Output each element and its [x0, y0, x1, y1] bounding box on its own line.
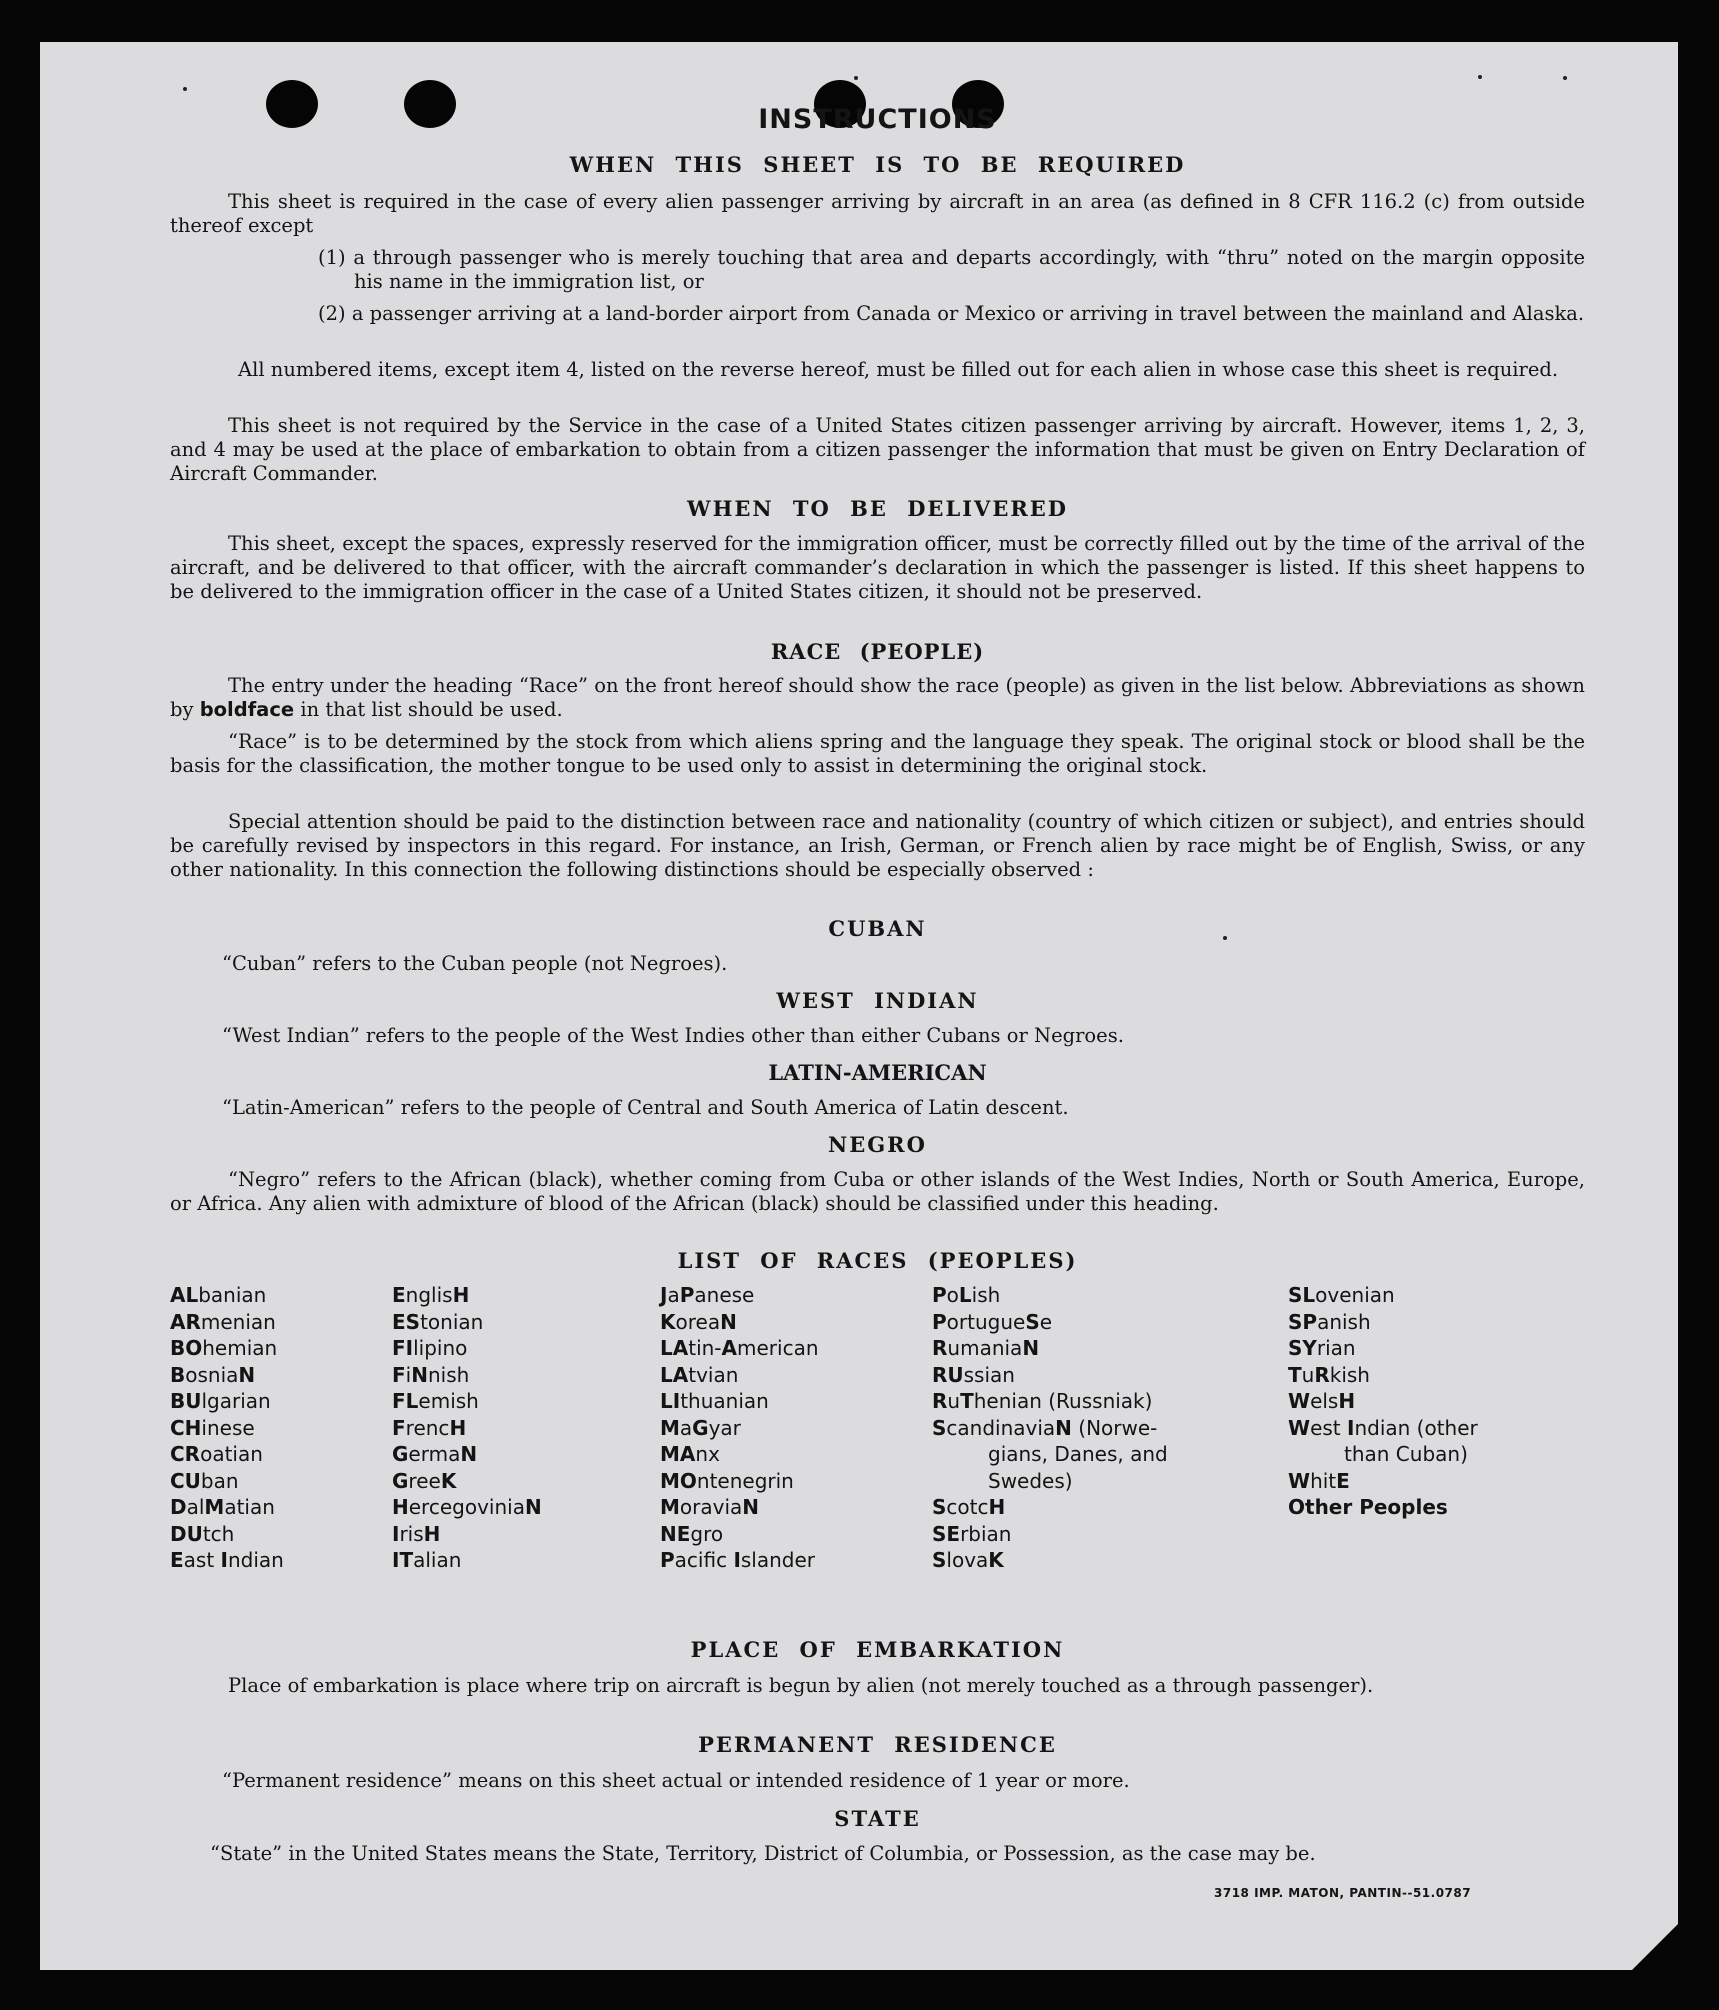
- race-text: H: [988, 1495, 1006, 1519]
- race-text: ree: [408, 1468, 441, 1493]
- race-column: [1288, 1282, 1478, 1521]
- race-text: Other Peoples: [1288, 1495, 1448, 1519]
- paragraph: “State” in the United States means the State, Territory, District of Columbia, or Possession, as the case may be.: [210, 1842, 1316, 1865]
- race-text: W: [1288, 1415, 1311, 1440]
- race-text: than Cuban): [1344, 1442, 1468, 1466]
- heading-state: STATE: [834, 1806, 921, 1831]
- race-item: [660, 1362, 819, 1389]
- race-text: E: [392, 1283, 406, 1307]
- race-text: emish: [418, 1389, 479, 1413]
- race-text: P: [660, 1548, 675, 1572]
- race-item: [932, 1468, 1168, 1495]
- race-text: N: [1022, 1336, 1040, 1360]
- race-item: [1288, 1388, 1478, 1415]
- race-item: [392, 1335, 542, 1362]
- race-item: [170, 1441, 284, 1468]
- race-text: candinavia: [946, 1415, 1056, 1440]
- race-text: NE: [660, 1521, 691, 1546]
- race-text: e: [1039, 1309, 1053, 1334]
- race-text: gians, Danes, and: [988, 1442, 1168, 1466]
- race-item: [170, 1388, 284, 1415]
- speck: [1563, 76, 1567, 80]
- race-item: [660, 1388, 819, 1415]
- race-text: SE: [932, 1521, 961, 1546]
- race-text: ntenegrin: [696, 1468, 794, 1493]
- race-text: ortugue: [946, 1309, 1026, 1334]
- paragraph: “Latin-American” refers to the people of Central and South America of Latin descent.: [222, 1096, 1069, 1119]
- paragraph: [170, 674, 1585, 722]
- race-text: tch: [202, 1521, 235, 1546]
- race-text: ssian: [963, 1362, 1015, 1387]
- race-text: R: [1314, 1362, 1330, 1387]
- race-item: [170, 1309, 284, 1336]
- race-text: hit: [1310, 1468, 1337, 1493]
- race-item: [660, 1335, 819, 1362]
- race-item: [392, 1494, 542, 1521]
- race-text: lgarian: [201, 1389, 271, 1413]
- race-text: erma: [408, 1442, 461, 1466]
- race-item: [932, 1415, 1168, 1442]
- boldface-word: boldface: [199, 698, 295, 721]
- paragraph: “Race” is to be determined by the stock from which aliens spring and the language they speak. The original stock or blood shall be the basis for the classification, the mother tongue to be used only to assist in determining the original stock.: [170, 730, 1585, 777]
- race-text: H: [452, 1283, 470, 1307]
- paragraph: This sheet is required in the case of every alien passenger arriving by aircraft in an area (as defined in 8 CFR 116.2 (c) from outside thereof except: [170, 190, 1585, 237]
- race-item: [170, 1468, 284, 1495]
- race-column: [392, 1282, 542, 1574]
- race-text: umania: [947, 1336, 1023, 1360]
- race-item: [660, 1494, 819, 1521]
- race-text: gro: [690, 1521, 724, 1546]
- race-text: I: [392, 1521, 400, 1546]
- race-text: N: [460, 1442, 478, 1466]
- paragraph: Place of embarkation is place where trip on aircraft is begun by alien (not merely touched as a through passenger).: [228, 1674, 1374, 1697]
- race-text: FL: [392, 1389, 419, 1413]
- race-text: CR: [170, 1442, 201, 1466]
- race-text: hemian: [202, 1336, 278, 1360]
- race-text: SL: [1288, 1283, 1316, 1307]
- race-text: E: [1336, 1468, 1350, 1493]
- race-item: [932, 1521, 1168, 1548]
- race-text: N: [524, 1495, 542, 1519]
- race-text: ovenian: [1315, 1283, 1395, 1307]
- race-text: ish: [971, 1283, 1001, 1307]
- race-text: K: [660, 1309, 676, 1334]
- race-text: yar: [708, 1415, 741, 1440]
- paragraph: “Permanent residence” means on this sheet actual or intended residence of 1 year or more.: [222, 1769, 1130, 1792]
- race-text: al: [186, 1495, 205, 1519]
- race-item: [170, 1362, 284, 1389]
- race-text: N: [742, 1495, 760, 1519]
- race-item: [1288, 1282, 1478, 1309]
- folded-corner: [1632, 1924, 1678, 1970]
- exception-item: (1) a through passenger who is merely touching that area and departs accordingly, with “thru” noted on the margin opposite his name in the immigration list, or: [318, 246, 1585, 293]
- race-text: merican: [737, 1336, 819, 1360]
- race-text: cotc: [946, 1495, 989, 1519]
- race-text: A: [721, 1336, 738, 1360]
- race-text: LA: [660, 1362, 689, 1387]
- race-text: W: [1288, 1468, 1311, 1493]
- race-text: N: [238, 1362, 256, 1387]
- race-text: MA: [660, 1442, 696, 1466]
- heading-race: RACE (PEOPLE): [770, 639, 985, 664]
- race-text: W: [1288, 1389, 1311, 1413]
- race-item: [1288, 1468, 1478, 1495]
- race-item: [392, 1441, 542, 1468]
- race-text: LI: [660, 1389, 681, 1413]
- paragraph: This sheet is not required by the Service in the case of a United States citizen passenger arriving by aircraft. However, items 1, 2, 3, and 4 may be used at the place of embarkation to obtain from a citizen passenger the information that must be given on Entry Declaration of Aircraft Commander.: [170, 414, 1585, 485]
- race-text: osnia: [185, 1362, 239, 1387]
- race-item: [170, 1282, 284, 1309]
- heading-list-of-races: LIST OF RACES (PEOPLES): [677, 1248, 1078, 1273]
- race-item: [932, 1282, 1168, 1309]
- race-item: [170, 1335, 284, 1362]
- document-sheet: [40, 42, 1678, 1970]
- race-text: ban: [200, 1468, 239, 1493]
- race-item: [932, 1335, 1168, 1362]
- race-list: [170, 1282, 1585, 1622]
- race-text: RU: [932, 1362, 964, 1387]
- race-text: BO: [170, 1336, 203, 1360]
- race-text: BU: [170, 1389, 202, 1413]
- race-column: [932, 1282, 1168, 1574]
- race-text: N: [720, 1309, 737, 1334]
- race-text: B: [170, 1362, 186, 1387]
- paragraph: “Cuban” refers to the Cuban people (not Negroes).: [222, 952, 728, 975]
- race-text: LA: [660, 1336, 689, 1360]
- race-item: [660, 1309, 819, 1336]
- heading-when-delivered: WHEN TO BE DELIVERED: [686, 496, 1068, 521]
- text-run: in that list should be used.: [300, 698, 563, 721]
- race-item: [1288, 1335, 1478, 1362]
- race-text: MO: [660, 1468, 697, 1493]
- race-text: i: [405, 1362, 412, 1387]
- race-text: Swedes): [988, 1468, 1073, 1493]
- race-text: rian: [1316, 1336, 1356, 1360]
- race-text: thuanian: [680, 1389, 769, 1413]
- race-item: [392, 1282, 542, 1309]
- race-item: [660, 1521, 819, 1548]
- race-text: u: [947, 1389, 961, 1413]
- race-text: K: [988, 1548, 1004, 1572]
- race-text: H: [392, 1495, 409, 1519]
- race-text: P: [932, 1309, 947, 1334]
- race-item: [170, 1415, 284, 1442]
- race-text: I: [733, 1548, 741, 1572]
- race-text: F: [392, 1415, 406, 1440]
- race-item: [170, 1494, 284, 1521]
- race-text: CH: [170, 1415, 202, 1440]
- race-text: tvian: [688, 1362, 739, 1387]
- exception-item: (2) a passenger arriving at a land-border airport from Canada or Mexico or arriving in travel between the mainland and Alaska.: [318, 302, 1585, 325]
- race-text: u: [1301, 1362, 1315, 1387]
- race-text: R: [932, 1336, 948, 1360]
- race-text: tin-: [688, 1336, 722, 1360]
- race-text: ris: [399, 1521, 424, 1546]
- race-item: [392, 1415, 542, 1442]
- race-item: [932, 1309, 1168, 1336]
- page-title: INSTRUCTIONS: [758, 104, 997, 135]
- race-text: ndian (other: [1354, 1415, 1478, 1440]
- race-item: [1288, 1494, 1478, 1521]
- race-text: I: [220, 1548, 228, 1572]
- race-text: J: [660, 1283, 668, 1307]
- race-text: acific: [674, 1548, 734, 1572]
- race-text: a: [667, 1283, 680, 1307]
- race-text: rbian: [960, 1521, 1012, 1546]
- race-item: [1288, 1441, 1478, 1468]
- race-text: CU: [170, 1468, 201, 1493]
- heading-latin-american: LATIN-AMERICAN: [768, 1060, 987, 1085]
- race-text: anish: [1317, 1309, 1371, 1334]
- paragraph: This sheet, except the spaces, expressly reserved for the immigration officer, must be correctly filled out by the time of the arrival of the aircraft, and be delivered to that officer, with the aircraft commander’s declaration in which the passenger is listed. If this sheet happens to be delivered to the immigration officer in the case of a United States citizen, it should not be preserved.: [170, 532, 1585, 603]
- race-item: [660, 1547, 819, 1574]
- paragraph: All numbered items, except item 4, listed on the reverse hereof, must be filled out for each alien in whose case this sheet is required.: [238, 358, 1559, 381]
- race-item: [1288, 1415, 1478, 1442]
- heading-permanent-residence: PERMANENT RESIDENCE: [698, 1732, 1057, 1757]
- race-text: H: [449, 1415, 467, 1440]
- race-text: menian: [200, 1309, 276, 1334]
- paragraph: Special attention should be paid to the distinction between race and nationality (country of which citizen or subject), and entries should be carefully revised by inspectors in this regard. For instance, an Irish, German, or French alien by race might be of English, Swiss, or any other nationality. In this connection the following distinctions should be especially observed :: [170, 810, 1585, 881]
- race-text: N: [1055, 1415, 1072, 1440]
- race-text: renc: [405, 1415, 450, 1440]
- paragraph: “Negro” refers to the African (black), whether coming from Cuba or other islands of the West Indies, North or South America, Europe, or Africa. Any alien with admixture of blood of the African (black) should be classified under this heading.: [170, 1168, 1585, 1215]
- race-text: T: [960, 1389, 974, 1413]
- printer-footer: 3718 IMP. MATON, PANTIN--51.0787: [1214, 1886, 1472, 1900]
- race-text: G: [692, 1415, 709, 1440]
- race-text: anese: [694, 1283, 755, 1307]
- race-item: [392, 1547, 542, 1574]
- race-text: els: [1310, 1389, 1339, 1413]
- race-item: [392, 1309, 542, 1336]
- race-text: ndian: [228, 1548, 284, 1572]
- race-text: P: [932, 1283, 947, 1307]
- race-text: K: [440, 1468, 457, 1493]
- race-text: ast: [183, 1548, 221, 1572]
- race-item: [660, 1282, 819, 1309]
- race-text: est: [1310, 1415, 1347, 1440]
- race-item: [932, 1388, 1168, 1415]
- race-text: S: [932, 1415, 947, 1440]
- race-text: a: [679, 1415, 693, 1440]
- race-text: G: [392, 1442, 409, 1466]
- race-text: L: [958, 1283, 972, 1307]
- race-text: inese: [201, 1415, 255, 1440]
- race-item: [660, 1468, 819, 1495]
- race-column: [170, 1282, 284, 1574]
- race-text: SY: [1288, 1336, 1317, 1360]
- race-text: M: [660, 1415, 680, 1440]
- race-text: DU: [170, 1521, 203, 1546]
- race-text: G: [392, 1468, 409, 1493]
- race-text: banian: [198, 1283, 267, 1307]
- race-column: [660, 1282, 819, 1574]
- race-text: AR: [170, 1309, 201, 1334]
- race-text: IT: [392, 1548, 414, 1572]
- heading-place-of-embarkation: PLACE OF EMBARKATION: [690, 1637, 1065, 1662]
- race-text: nglis: [405, 1283, 453, 1307]
- race-item: [170, 1547, 284, 1574]
- race-text: AL: [170, 1283, 199, 1307]
- race-text: S: [1025, 1309, 1040, 1334]
- race-text: nish: [427, 1362, 470, 1387]
- race-item: [170, 1521, 284, 1548]
- race-text: E: [170, 1548, 184, 1572]
- race-text: S: [932, 1548, 947, 1572]
- race-text: ES: [392, 1309, 421, 1334]
- race-item: [392, 1468, 542, 1495]
- race-item: [932, 1547, 1168, 1574]
- race-item: [932, 1362, 1168, 1389]
- race-text: SP: [1288, 1309, 1318, 1334]
- race-item: [660, 1441, 819, 1468]
- race-item: [932, 1441, 1168, 1468]
- race-text: tonian: [420, 1309, 484, 1334]
- race-text: M: [204, 1495, 225, 1519]
- heading-west-indian: WEST INDIAN: [776, 988, 979, 1013]
- race-text: R: [932, 1389, 948, 1413]
- race-text: F: [392, 1362, 406, 1387]
- race-text: M: [660, 1495, 680, 1519]
- race-text: lipino: [413, 1336, 468, 1360]
- race-text: H: [1338, 1389, 1356, 1413]
- race-text: kish: [1329, 1362, 1370, 1387]
- race-text: P: [679, 1283, 695, 1307]
- text-run: The entry under the heading “Race” on the front hereof should show the race (people) as given in the list below. Abbreviations as shown by: [170, 674, 1585, 721]
- race-text: henian (Russniak): [973, 1389, 1153, 1413]
- race-text: oravia: [679, 1495, 743, 1519]
- race-text: FI: [392, 1336, 414, 1360]
- race-text: orea: [675, 1309, 721, 1334]
- race-text: atian: [224, 1495, 275, 1519]
- race-text: T: [1288, 1362, 1302, 1387]
- heading-negro: NEGRO: [828, 1132, 927, 1157]
- race-text: S: [932, 1495, 947, 1519]
- race-text: oatian: [200, 1442, 263, 1466]
- race-text: lova: [946, 1548, 989, 1572]
- race-text: o: [946, 1283, 959, 1307]
- race-item: [932, 1494, 1168, 1521]
- race-text: H: [423, 1521, 441, 1546]
- speck: [854, 76, 858, 80]
- race-item: [660, 1415, 819, 1442]
- race-item: [392, 1362, 542, 1389]
- race-text: alian: [413, 1548, 462, 1572]
- race-item: [392, 1521, 542, 1548]
- paragraph: “West Indian” refers to the people of the West Indies other than either Cubans or Negroes.: [222, 1024, 1124, 1047]
- race-text: I: [1347, 1415, 1355, 1440]
- heading-cuban: CUBAN: [828, 916, 927, 941]
- race-text: ercegovinia: [408, 1495, 525, 1519]
- race-item: [392, 1388, 542, 1415]
- race-text: nx: [695, 1442, 720, 1466]
- heading-when-required: WHEN THIS SHEET IS TO BE REQUIRED: [569, 152, 1186, 177]
- speck: [183, 87, 187, 91]
- race-text: slander: [740, 1548, 816, 1572]
- speck: [1478, 75, 1482, 79]
- race-item: [1288, 1362, 1478, 1389]
- race-text: N: [411, 1362, 428, 1387]
- race-text: D: [170, 1495, 187, 1519]
- race-text: (Norwe-: [1071, 1415, 1158, 1440]
- race-item: [1288, 1309, 1478, 1336]
